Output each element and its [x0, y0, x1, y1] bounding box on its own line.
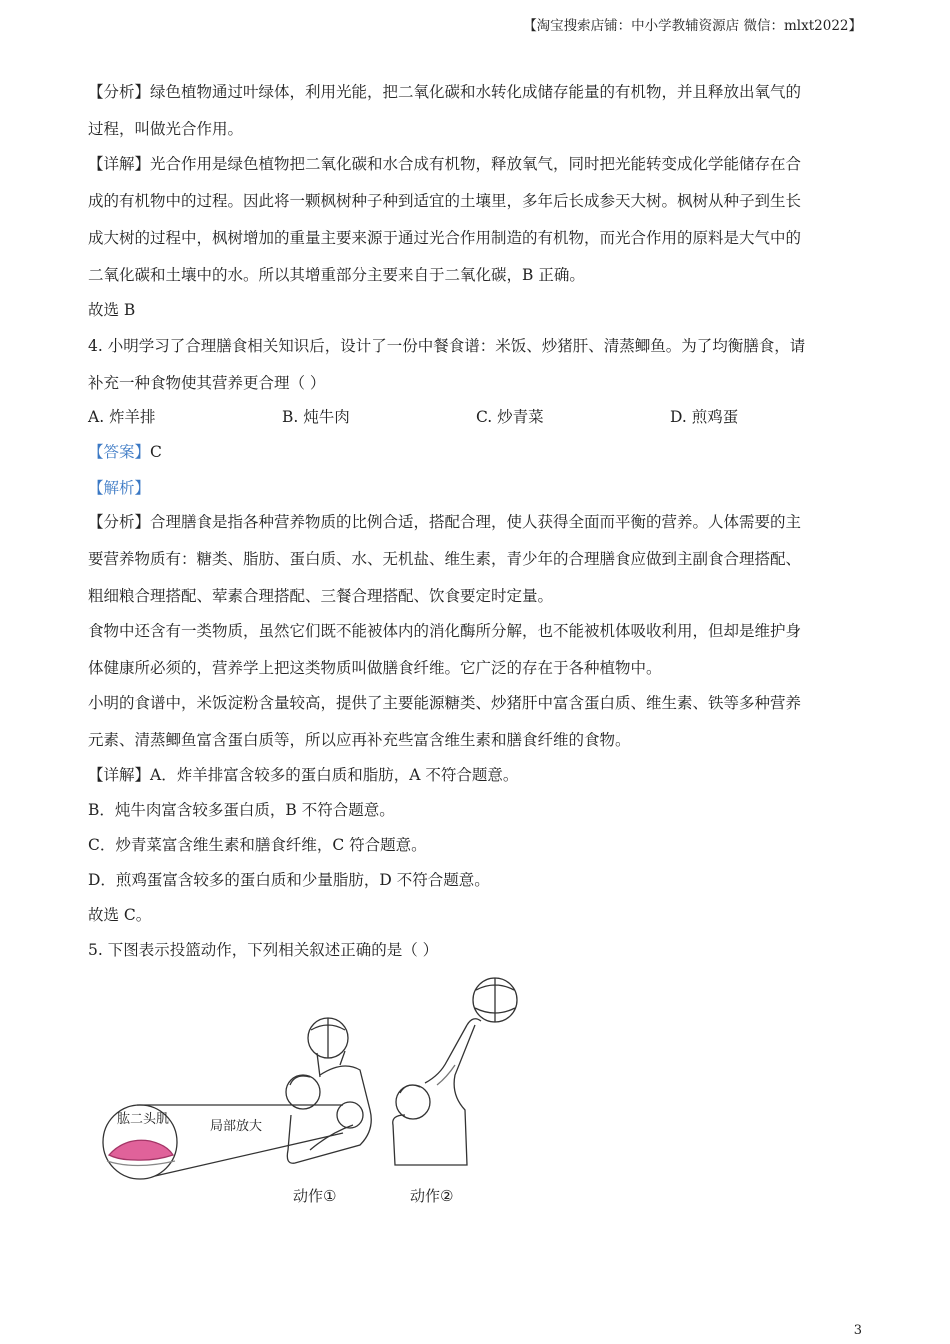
q4-conclusion: 故选 C。 — [88, 906, 152, 924]
q4-stem-line1: 4. 小明学习了合理膳食相关知识后，设计了一份中餐食谱：米饭、炒猪肝、清蒸鲫鱼。为了均衡膳食，请 — [88, 337, 806, 355]
q4-detail-c: C．炒青菜富含维生素和膳食纤维，C 符合题意。 — [88, 836, 427, 854]
q3-detail-line3: 成大树的过程中，枫树增加的重量主要来源于通过光合作用制造的有机物，而光合作用的原料是大气中的 — [88, 229, 802, 247]
q3-detail-line2: 成的有机物中的过程。因此将一颗枫树种子种到适宜的土壤里，多年后长成参天大树。枫树从种子到生长 — [88, 192, 802, 210]
zoom-label: 局部放大 — [210, 1119, 263, 1134]
q3-detail-line4: 二氧化碳和土壤中的水。所以其增重部分主要来自于二氧化碳，B 正确。 — [88, 266, 585, 284]
q4-detail-b: B．炖牛肉富含较多蛋白质，B 不符合题意。 — [88, 801, 395, 819]
q4-analysis-line3: 粗细粮合理搭配、荤素合理搭配、三餐合理搭配、饮食要定时定量。 — [88, 587, 554, 605]
q4-stem-line2: 补充一种食物使其营养更合理（ ） — [88, 374, 326, 392]
analysis-label: 【分析】 — [88, 513, 151, 531]
q4-fiber-line1: 食物中还含有一类物质，虽然它们既不能被体内的消化酶所分解，也不能被机体吸收利用，但却是维护身 — [88, 622, 802, 640]
person-action-1-icon — [286, 1018, 371, 1163]
action-2-label: 动作② — [410, 1187, 454, 1205]
q4-analysis-line1: 【分析】合理膳食是指各种营养物质的比例合适，搭配合理，使人获得全面而平衡的营养。人体需要的主 — [88, 513, 802, 531]
q5-stem: 5. 下图表示投篮动作，下列相关叙述正确的是（ ） — [88, 941, 439, 959]
q3-conclusion: 故选 B — [88, 301, 136, 319]
q4-answer — [88, 442, 863, 462]
q4-detail-d: D．煎鸡蛋富含较多的蛋白质和少量脂肪，D 不符合题意。 — [88, 871, 490, 889]
muscle-label: 肱二头肌 — [117, 1112, 170, 1127]
biceps-muscle-icon — [109, 1140, 173, 1160]
answer-value: C — [150, 443, 162, 461]
q4-menu-line2: 元素、清蒸鲫鱼富含蛋白质等，所以应再补充些富含维生素和膳食纤维的食物。 — [88, 731, 631, 749]
basketball-shooting-figure — [95, 965, 525, 1215]
q3-analysis-line1: 【分析】绿色植物通过叶绿体，利用光能，把二氧化碳和水转化成储存能量的有机物，并且释放出氧气的 — [88, 83, 802, 101]
detail-label: 【详解】 — [88, 155, 151, 173]
person-action-2-icon — [393, 978, 517, 1165]
analysis-label: 【分析】 — [88, 83, 151, 101]
action-1-label: 动作① — [293, 1187, 337, 1205]
option-a: A. 炸羊排 — [88, 408, 156, 426]
q4-menu-line1: 小明的食谱中，米饭淀粉含量较高，提供了主要能源糖类、炒猪肝中富含蛋白质、维生素、铁等多种营养 — [88, 694, 802, 712]
answer-label: 【答案】 — [88, 443, 151, 461]
q4-analysis-line2: 要营养物质有：糖类、脂肪、蛋白质、水、无机盐、维生素，青少年的合理膳食应做到主副食合理搭配、 — [88, 550, 802, 568]
q3-analysis-line2: 过程，叫做光合作用。 — [88, 120, 244, 138]
option-c: C. 炒青菜 — [476, 408, 544, 426]
option-d: D. 煎鸡蛋 — [670, 408, 739, 426]
q4-detail-a: 【详解】A．炸羊排富含较多的蛋白质和脂肪，A 不符合题意。 — [88, 766, 519, 784]
page-header: 【淘宝搜索店铺：中小学教辅资源店 微信：mlxt2022】 — [523, 18, 862, 34]
page-number: 3 — [853, 1323, 862, 1338]
option-b: B. 炖牛肉 — [282, 408, 350, 426]
detail-label: 【详解】 — [88, 766, 151, 784]
q4-fiber-line2: 体健康所必须的，营养学上把这类物质叫做膳食纤维。它广泛的存在于各种植物中。 — [88, 659, 662, 677]
q4-explain-label: 【解析】 — [88, 479, 151, 497]
q3-detail-line1: 【详解】光合作用是绿色植物把二氧化碳和水合成有机物，释放氧气，同时把光能转变成化学能储存在合 — [88, 155, 802, 173]
